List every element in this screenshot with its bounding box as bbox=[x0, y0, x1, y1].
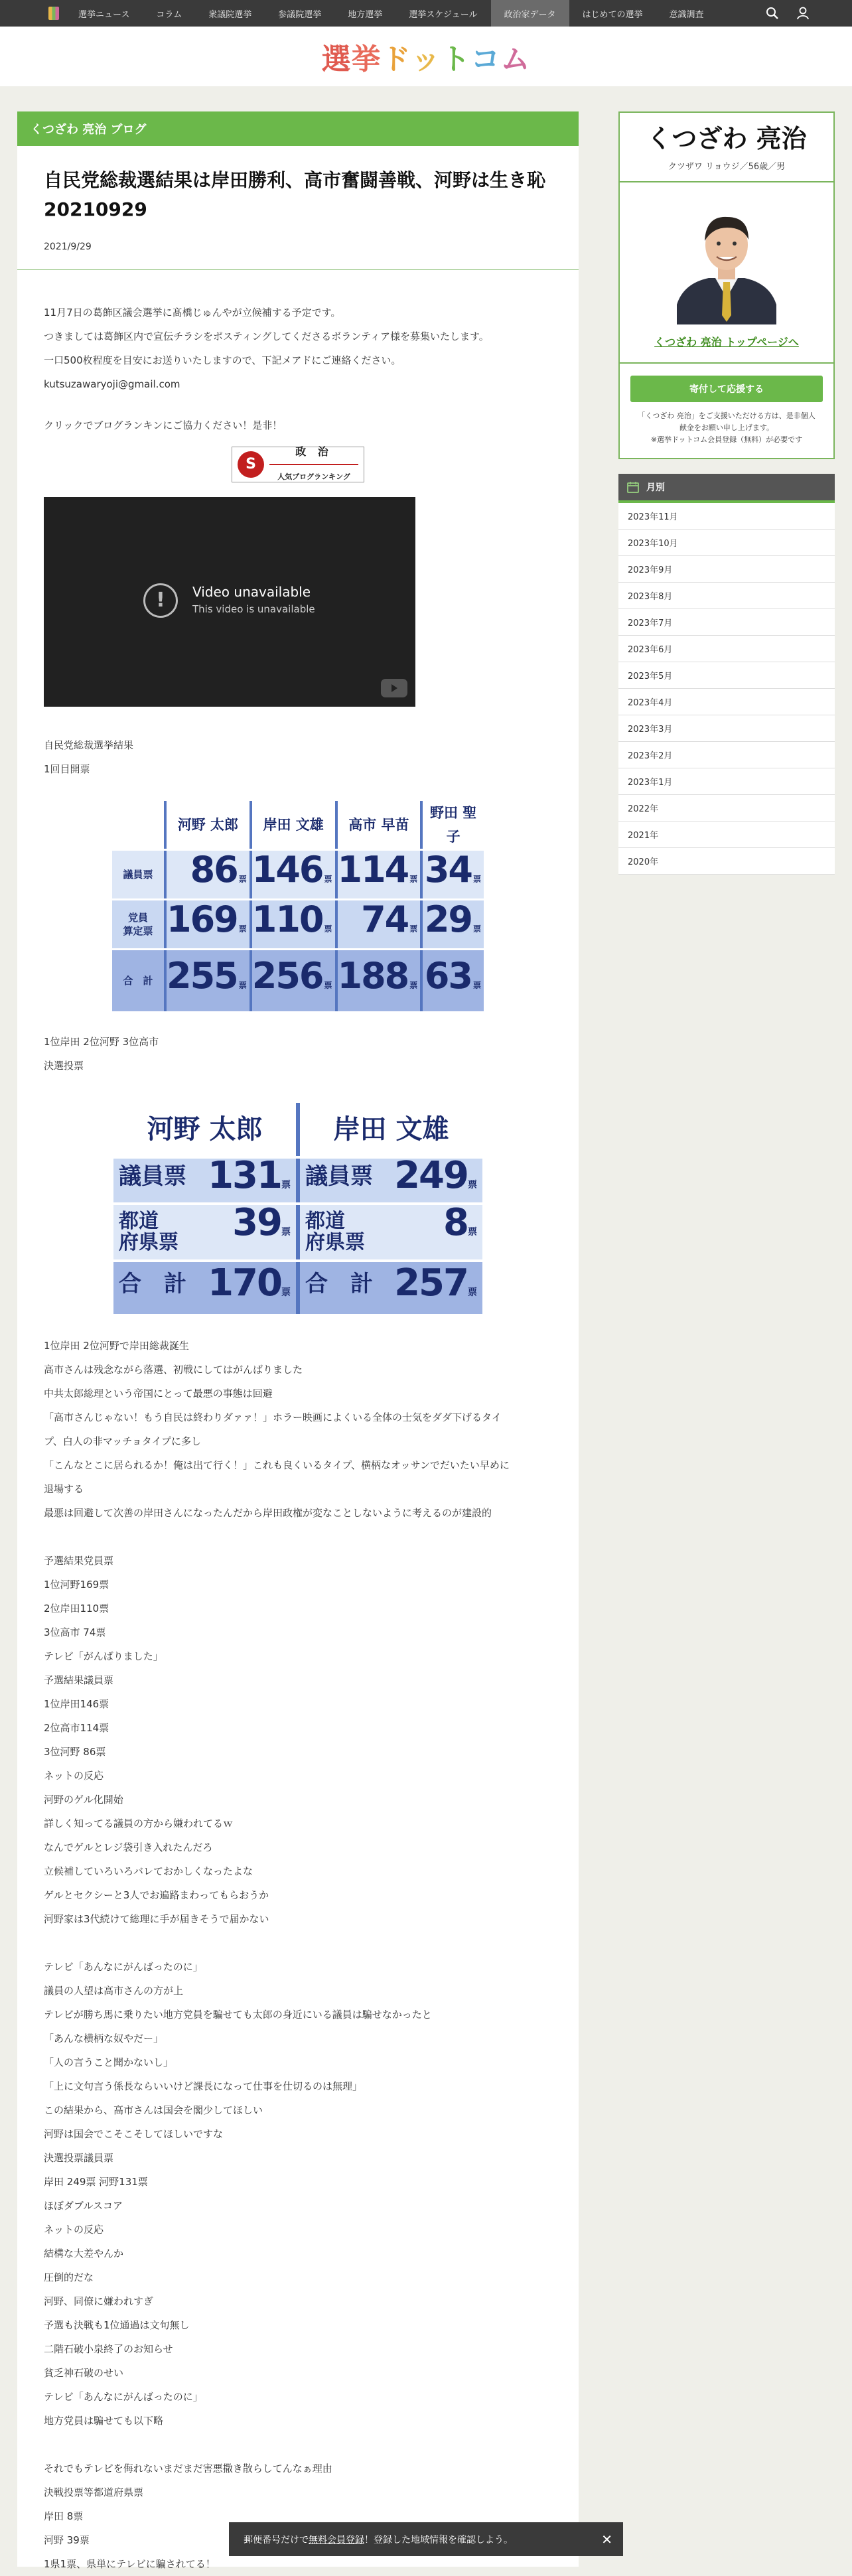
nav-item[interactable]: 選挙スケジュール bbox=[409, 9, 478, 20]
vote-unit: 票 bbox=[472, 981, 481, 990]
ranking-line1: 政 治 bbox=[295, 445, 332, 458]
video-title: Video unavailable bbox=[192, 584, 311, 600]
runoff-value: 131 bbox=[208, 1154, 281, 1197]
nav-item[interactable]: 意識調査 bbox=[669, 9, 704, 20]
archive-item[interactable]: 2023年8月 bbox=[618, 583, 835, 609]
content-line: 「高市さんじゃない！もう自民は終わりダァァ！」ホラー映画によくいる全体の士気をダダ下げるタイ bbox=[44, 1411, 502, 1423]
content-line: 岸田 249票 河野131票 bbox=[44, 2176, 148, 2188]
runoff-row bbox=[113, 1159, 482, 1202]
content-line: ゲルとセクシーと3人でお遍路まわってもらおうか bbox=[44, 1889, 269, 1901]
ranking-logo-icon: S bbox=[238, 451, 264, 478]
brand-char: コ bbox=[470, 42, 501, 76]
archive-item[interactable]: 2023年6月 bbox=[618, 636, 835, 662]
vote-cell bbox=[251, 950, 336, 1011]
runoff-header: 河野 太郎 bbox=[113, 1103, 298, 1156]
content-line: 「上に文句言う係長ならいいけど課長になって仕事を仕切るのは無理」 bbox=[44, 2080, 363, 2092]
brand-char: ッ bbox=[411, 42, 441, 76]
calendar-icon bbox=[626, 480, 640, 494]
runoff-count bbox=[208, 1261, 291, 1305]
notice-post: ！登録した地域情報を確認しよう。 bbox=[364, 2534, 513, 2545]
vote-count: 256 bbox=[251, 955, 323, 997]
video-subtitle: This video is unavailable bbox=[192, 603, 315, 615]
mid-text bbox=[44, 1030, 552, 1078]
content-line: テレビ「がんばりました」 bbox=[44, 1650, 163, 1662]
vote-unit: 票 bbox=[324, 875, 332, 884]
runoff-count bbox=[443, 1201, 477, 1244]
content-line: 決戦投票等都道府県票 bbox=[44, 2486, 144, 2498]
vote-count: 255 bbox=[167, 955, 238, 997]
vote-count: 114 bbox=[337, 849, 409, 891]
alert-icon: ! bbox=[143, 583, 178, 618]
profile-photo bbox=[620, 182, 833, 334]
vote-cell bbox=[336, 950, 422, 1011]
content-line: 予選結果党員票 bbox=[44, 1555, 114, 1567]
vote-unit: 票 bbox=[472, 875, 481, 884]
runoff-header: 岸田 文雄 bbox=[298, 1103, 482, 1156]
content-line bbox=[44, 2433, 552, 2457]
archive-item[interactable]: 2023年1月 bbox=[618, 768, 835, 795]
profile-card bbox=[618, 111, 835, 364]
runoff-label: 議員票 bbox=[305, 1163, 373, 1190]
table-header: 野田 聖子 bbox=[421, 801, 484, 849]
profile-name: くつざわ 亮治 bbox=[646, 124, 807, 153]
vote-cell bbox=[421, 900, 484, 948]
vote-count: 86 bbox=[190, 849, 238, 891]
intro-line: kutsuzawaryoji@gmail.com bbox=[44, 378, 180, 390]
ranking-banner-box[interactable] bbox=[232, 447, 364, 482]
donate-note-line: 献金をお願い申し上げます。 bbox=[679, 423, 774, 432]
content-line: 高市さんは残念ながら落選、初戦にしてはがんばりました bbox=[44, 1364, 303, 1376]
vote-unit: 票 bbox=[238, 924, 247, 934]
runoff-label: 議員票 bbox=[119, 1163, 186, 1190]
runoff-value: 39 bbox=[232, 1201, 281, 1244]
text-line: 決選投票 bbox=[44, 1060, 84, 1072]
intro-line: 11月7日の葛飾区議会選挙に髙橋じゅんやが立候補する予定です。 bbox=[44, 307, 341, 319]
archive-item[interactable]: 2021年 bbox=[618, 822, 835, 848]
runoff-count bbox=[208, 1154, 291, 1197]
content-line: 「人の言うこと聞かないし」 bbox=[44, 2056, 174, 2068]
row-label: 党員 算定票 bbox=[112, 900, 165, 948]
archive-item[interactable]: 2023年7月 bbox=[618, 609, 835, 636]
vote-unit: 票 bbox=[281, 1287, 291, 1298]
post-content bbox=[44, 1334, 552, 2576]
vote-unit: 票 bbox=[281, 1227, 291, 1238]
content-line: この結果から、高市さんは国会を閣少してほしい bbox=[44, 2104, 263, 2116]
content-line: 1位河野169票 bbox=[44, 1579, 109, 1591]
archive-title: 月別 bbox=[646, 482, 665, 493]
nav-item[interactable]: 地方選挙 bbox=[348, 9, 383, 20]
runoff-cell bbox=[298, 1201, 482, 1259]
youtube-icon[interactable] bbox=[381, 679, 407, 697]
content-line: 立候補していろいろバレておかしくなったよな bbox=[44, 1865, 253, 1877]
ranking-banner[interactable] bbox=[44, 447, 552, 482]
donate-box bbox=[618, 364, 835, 459]
runoff-cell bbox=[298, 1262, 482, 1314]
archive-item[interactable]: 2023年11月 bbox=[618, 503, 835, 530]
vote-unit: 票 bbox=[468, 1287, 477, 1298]
nav-icons bbox=[766, 7, 810, 20]
runoff-count bbox=[394, 1261, 477, 1305]
archive-item[interactable]: 2023年4月 bbox=[618, 689, 835, 715]
vote-count: 29 bbox=[424, 898, 472, 940]
vote-count: 169 bbox=[167, 898, 238, 940]
content-line: 中共太郎総理という帝国にとって最悪の事態は回避 bbox=[44, 1388, 273, 1399]
brand-char: ト bbox=[441, 42, 471, 76]
table-header: 河野 太郎 bbox=[165, 801, 251, 849]
runoff-value: 8 bbox=[443, 1201, 468, 1244]
monthly-archive bbox=[618, 474, 835, 875]
signup-notice bbox=[229, 2522, 623, 2556]
sidebar bbox=[618, 111, 835, 875]
first-round-results-table bbox=[112, 801, 484, 1011]
runoff-value: 170 bbox=[208, 1261, 281, 1305]
candidate-portrait bbox=[670, 198, 783, 324]
table-row bbox=[112, 900, 484, 948]
archive-item[interactable]: 2023年5月 bbox=[618, 662, 835, 689]
search-icon[interactable] bbox=[766, 7, 779, 20]
runoff-value: 257 bbox=[394, 1261, 468, 1305]
text-line: 1回目開票 bbox=[44, 763, 90, 775]
runoff-cell bbox=[113, 1154, 298, 1202]
table-header: 岸田 文雄 bbox=[251, 801, 336, 849]
content-line: 1位岸田 2位河野で岸田総裁誕生 bbox=[44, 1340, 189, 1352]
profile-sub: クツザワ リョウジ／56歳／男 bbox=[620, 159, 833, 182]
vote-unit: 票 bbox=[472, 924, 481, 934]
vote-cell bbox=[165, 900, 251, 948]
vote-count: 74 bbox=[361, 898, 409, 940]
post-date: 2021/9/29 bbox=[44, 242, 92, 252]
brand-char: 選 bbox=[321, 42, 352, 76]
content-line: ネットの反応 bbox=[44, 1770, 104, 1782]
close-icon[interactable]: ✕ bbox=[601, 2532, 612, 2547]
nav-item[interactable]: コラム bbox=[156, 9, 182, 20]
content-line: 二階石破小泉終了のお知らせ bbox=[44, 2343, 173, 2355]
content-line: 結構な大差やんか bbox=[44, 2248, 124, 2259]
vote-cell bbox=[421, 950, 484, 1011]
notice-pre: 郵便番号だけで bbox=[244, 2534, 309, 2545]
content-line bbox=[44, 1525, 552, 1549]
archive-item[interactable]: 2023年10月 bbox=[618, 530, 835, 556]
text-line: 自民党総裁選挙結果 bbox=[44, 739, 134, 751]
vote-unit: 票 bbox=[238, 981, 247, 990]
vote-cell bbox=[251, 851, 336, 898]
runoff-label: 合 計 bbox=[119, 1270, 186, 1297]
vote-unit: 票 bbox=[468, 1180, 477, 1190]
runoff-cell bbox=[298, 1154, 482, 1202]
content-line: 「あんな横柄な奴やだー」 bbox=[44, 2033, 164, 2044]
content-line: 予選も決戦も1位通過は文句無し bbox=[44, 2319, 190, 2331]
intro-text bbox=[44, 301, 552, 396]
nav-item[interactable]: 衆議院選挙 bbox=[208, 9, 252, 20]
table-row bbox=[112, 851, 484, 898]
blog-header[interactable]: くつざわ 亮治 ブログ bbox=[17, 111, 579, 146]
archive-item[interactable]: 2023年2月 bbox=[618, 742, 835, 768]
runoff-count bbox=[394, 1154, 477, 1197]
profile-top-link[interactable]: くつざわ 亮治 トップページへ bbox=[654, 336, 799, 348]
runoff-cell bbox=[113, 1201, 298, 1259]
vote-unit: 票 bbox=[238, 875, 247, 884]
site-mini-logo[interactable] bbox=[42, 0, 65, 27]
runoff-label: 合 計 bbox=[305, 1270, 373, 1297]
nav-items bbox=[65, 0, 717, 27]
runoff-label: 都道 府県票 bbox=[305, 1210, 365, 1254]
post-title: 自民党総裁選結果は岸田勝利、高市奮闘善戦、河野は生き恥20210929 bbox=[44, 169, 546, 220]
content-line: 河野 39票 bbox=[44, 2534, 90, 2546]
content-line: 河野、同僚に嫌われすぎ bbox=[44, 2295, 154, 2307]
nav-item[interactable]: はじめての選挙 bbox=[582, 9, 643, 20]
content-line: 貧乏神石破のせい bbox=[44, 2367, 124, 2379]
post-title-block bbox=[17, 146, 579, 270]
archive-item[interactable]: 2020年 bbox=[618, 848, 835, 875]
vote-cell bbox=[165, 950, 251, 1011]
vote-unit: 票 bbox=[324, 924, 332, 934]
vote-cell bbox=[336, 900, 422, 948]
intro-line: つきましては葛飾区内で宣伝チラシをポスティングしてくださるボランティア様を募集いたします。 bbox=[44, 330, 489, 342]
content-line: テレビ「あんなにがんばったのに」 bbox=[44, 2391, 203, 2403]
archive-item[interactable]: 2023年3月 bbox=[618, 715, 835, 742]
vote-unit: 票 bbox=[409, 981, 418, 990]
content-line: ほぼダブルスコア bbox=[44, 2200, 123, 2212]
content-line: 詳しく知ってる議員の方から嫌われてるｗ bbox=[44, 1818, 234, 1829]
content-line: 河野のゲル化開始 bbox=[44, 1794, 123, 1806]
vote-unit: 票 bbox=[324, 981, 332, 990]
runoff-row bbox=[113, 1205, 482, 1259]
table-header: 高市 早苗 bbox=[336, 801, 422, 849]
content-line: 3位河野 86票 bbox=[44, 1746, 106, 1758]
content-line: 議員の人望は高市さんの方が上 bbox=[44, 1985, 184, 1997]
vote-unit: 票 bbox=[281, 1180, 291, 1190]
runoff-results-table bbox=[113, 1103, 482, 1314]
content-line: ネットの反応 bbox=[44, 2224, 104, 2236]
content-line: プ、白人の非マッチョタイプに多し bbox=[44, 1435, 202, 1447]
vote-unit: 票 bbox=[468, 1227, 477, 1238]
vote-cell bbox=[251, 900, 336, 948]
vote-cell bbox=[421, 851, 484, 898]
logo-mark bbox=[48, 7, 59, 20]
row-label: 議員票 bbox=[112, 851, 165, 898]
vote-count: 63 bbox=[424, 955, 472, 997]
nav-item[interactable]: 参議院選挙 bbox=[278, 9, 322, 20]
content-line: 1県1票、県単にテレビに騙されてる！ bbox=[44, 2558, 216, 2570]
content-line: 2位高市114票 bbox=[44, 1722, 109, 1734]
post-body bbox=[17, 270, 579, 2576]
top-nav bbox=[0, 0, 852, 27]
runoff-value: 249 bbox=[394, 1154, 468, 1197]
content-line: 最悪は回避して次善の岸田さんになったんだから岸田政権が変なことしないように考えるのが建設的 bbox=[44, 1507, 492, 1519]
table-corner bbox=[112, 801, 165, 849]
content-line: 1位岸田146票 bbox=[44, 1698, 109, 1710]
content-line: 決選投票議員票 bbox=[44, 2152, 114, 2164]
vote-count: 146 bbox=[251, 849, 323, 891]
content-line: 圧倒的だな bbox=[44, 2271, 94, 2283]
user-icon[interactable] bbox=[796, 7, 810, 20]
vote-cell bbox=[336, 851, 422, 898]
ranking-prompt: クリックでブログランキンにご協力ください！是非！ bbox=[44, 419, 283, 431]
content-line bbox=[44, 1931, 552, 1955]
donate-note-line: 「くつざわ 亮治」をご支援いただける方は、是非個人 bbox=[638, 411, 816, 420]
nav-item[interactable]: 選挙ニュース bbox=[78, 9, 130, 20]
text-line: 1位岸田 2位河野 3位高市 bbox=[44, 1036, 159, 1048]
brand-char: ド bbox=[381, 42, 411, 76]
content-line: 河野家は3代続けて総理に手が届きそうで届かない bbox=[44, 1913, 269, 1925]
runoff-label: 都道 府県票 bbox=[119, 1210, 178, 1254]
content-line: 3位高市 74票 bbox=[44, 1626, 106, 1638]
content-line: 退場する bbox=[44, 1483, 84, 1495]
content-line: 地方党員は騙せても以下略 bbox=[44, 2415, 164, 2427]
brand-char: ム bbox=[500, 42, 531, 76]
content-line: テレビ「あんなにがんばったのに」 bbox=[44, 1961, 203, 1973]
vote-count: 188 bbox=[337, 955, 409, 997]
vote-unit: 票 bbox=[409, 924, 418, 934]
vote-cell bbox=[165, 851, 251, 898]
runoff-row bbox=[113, 1262, 482, 1314]
video-embed[interactable] bbox=[44, 497, 415, 707]
site-header bbox=[0, 27, 852, 86]
content-line: 河野は国会でこそこそしてほしいですな bbox=[44, 2128, 224, 2140]
vote-count: 34 bbox=[424, 849, 472, 891]
vote-count: 110 bbox=[251, 898, 323, 940]
brand-char: 挙 bbox=[351, 42, 382, 76]
table-row bbox=[112, 950, 484, 1011]
archive-item[interactable]: 2023年9月 bbox=[618, 556, 835, 583]
ranking-line2: 人気ブログランキング bbox=[269, 464, 358, 489]
nav-item[interactable]: 政治家データ bbox=[491, 0, 569, 27]
donate-note-line: ※選挙ドットコム会員登録（無料）が必要です bbox=[650, 435, 803, 444]
archive-header bbox=[618, 474, 835, 503]
content-line: 予選結果議員票 bbox=[44, 1674, 114, 1686]
content-line: それでもテレビを侮れないまだまだ害悪撒き散らしてんなぁ理由 bbox=[44, 2463, 332, 2474]
intro-line: 一口500枚程度を目安にお送りいたしますので、下記メアドにご連絡ください。 bbox=[44, 354, 401, 366]
row-label: 合 計 bbox=[112, 950, 165, 1011]
pre-table1-text bbox=[44, 733, 552, 781]
donate-note bbox=[630, 410, 823, 446]
site-logo[interactable] bbox=[322, 35, 531, 78]
content-line: 岸田 8票 bbox=[44, 2510, 84, 2522]
vote-unit: 票 bbox=[409, 875, 418, 884]
donate-button[interactable]: 寄付して応援する bbox=[630, 376, 823, 402]
content-line: 2位岸田110票 bbox=[44, 1603, 109, 1614]
content-line: テレビが勝ち馬に乗りたい地方党員を騙せても太郎の身近にいる議員は騙せなかったと bbox=[44, 2009, 432, 2021]
runoff-count bbox=[232, 1201, 291, 1244]
content-line: 「こんなとこに居られるか！俺は出て行く！」これも良くいるタイプ、横柄なオッサンでだいたい早めに bbox=[44, 1459, 510, 1471]
runoff-cell bbox=[113, 1262, 298, 1314]
signup-link[interactable]: 無料会員登録 bbox=[309, 2534, 364, 2545]
archive-item[interactable]: 2022年 bbox=[618, 795, 835, 822]
content-line: なんでゲルとレジ袋引き入れたんだろ bbox=[44, 1841, 213, 1853]
blog-main bbox=[17, 111, 579, 2570]
archive-list bbox=[618, 503, 835, 875]
